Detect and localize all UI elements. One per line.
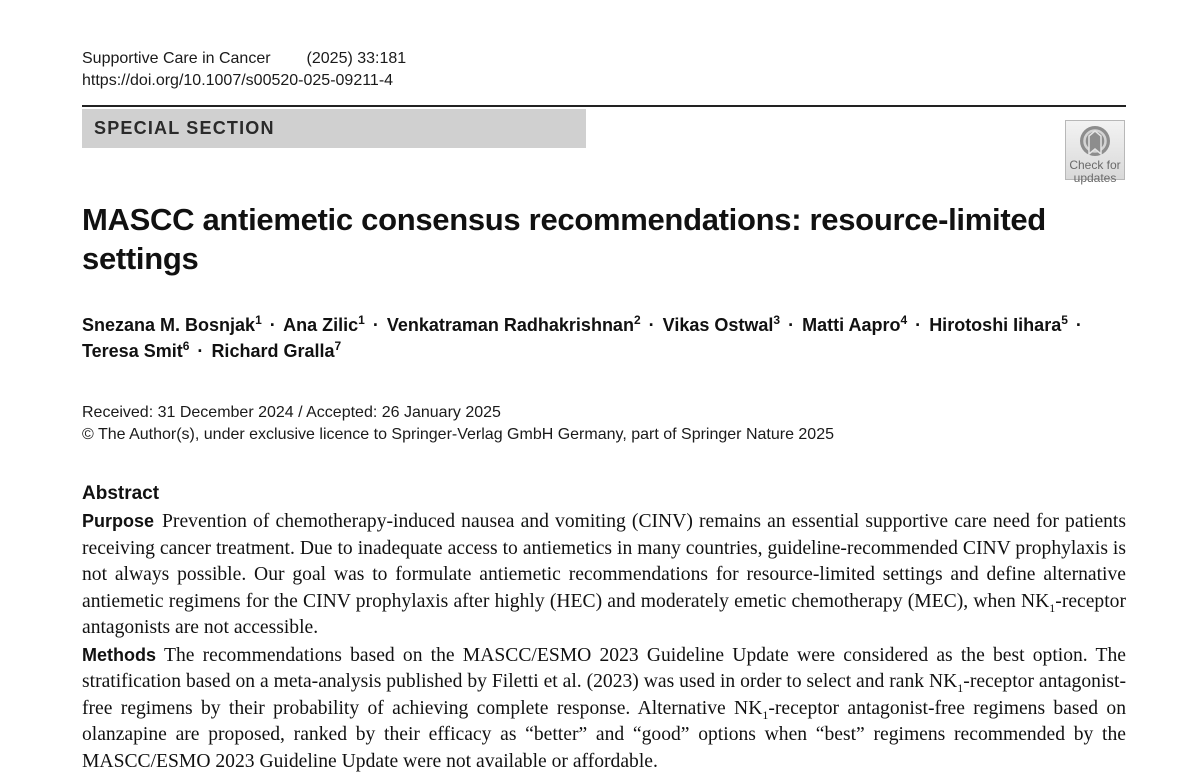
author[interactable] — [211, 341, 341, 361]
author-list — [82, 312, 1142, 364]
header-rule — [82, 105, 1126, 107]
publication-dates — [82, 402, 834, 446]
author-separator: · — [649, 315, 655, 335]
author-separator: · — [197, 341, 203, 361]
badge-text-line1: Check for — [1066, 159, 1124, 171]
journal-name: Supportive Care in Cancer — [82, 50, 271, 67]
author-separator: · — [1076, 315, 1082, 335]
affiliation-marker: 6 — [183, 339, 190, 353]
title-line-1: MASCC antiemetic consensus recommendations: resource-limited — [82, 202, 1046, 237]
author[interactable] — [387, 315, 641, 335]
badge-text-line2: updates — [1066, 172, 1124, 184]
affiliation-marker: 7 — [334, 339, 341, 353]
methods-label: Methods — [82, 645, 156, 665]
subscript: 1 — [1049, 600, 1055, 614]
subscript: 1 — [957, 681, 963, 695]
paper-title — [82, 200, 1082, 278]
affiliation-marker: 2 — [634, 313, 641, 327]
purpose-text: -receptor antagonists are not accessible. — [82, 591, 1126, 639]
methods-text: -receptor antagonist-free regimens by their probability of achieving complete response. Alternative NK — [82, 671, 1126, 719]
abstract-methods — [82, 642, 1126, 775]
title-line-2: settings — [82, 241, 198, 276]
received-accepted: Received: 31 December 2024 / Accepted: 26 January 2025 — [82, 402, 834, 424]
journal-line — [82, 48, 406, 70]
affiliation-marker: 5 — [1061, 313, 1068, 327]
journal-header — [82, 48, 406, 92]
author-separator: · — [373, 315, 379, 335]
author[interactable] — [82, 315, 262, 335]
abstract-purpose — [82, 508, 1126, 642]
author-name: Vikas Ostwal — [663, 315, 774, 335]
author-name: Richard Gralla — [211, 341, 334, 361]
author-separator: · — [788, 315, 794, 335]
author-name: Venkatraman Radhakrishnan — [387, 315, 634, 335]
purpose-text: Prevention of chemotherapy-induced nausea and vomiting (CINV) remains an essential supportive care need for patients receiving cancer treatment. Due to inadequate access to antiemetics in many countries, guideline-recommended CINV prophylaxis is not always possible. Our goal was to formulate antiemetic recommendations for resource-limited settings and define alternative antiemetic regimens for the CINV prophylaxis after highly (HEC) and moderately emetic chemotherapy (MEC), when NK — [82, 511, 1126, 612]
methods-text: The recommendations based on the MASCC/ESMO 2023 Guideline Update were considered as the best option. The stratification based on a meta-analysis published by Filetti et al. (2023) was used in order to select and rank NK — [82, 645, 1126, 693]
copyright-line: © The Author(s), under exclusive licence to Springer-Verlag GmbH Germany, part of Springer Nature 2025 — [82, 424, 834, 446]
author[interactable] — [663, 315, 780, 335]
author-name: Matti Aapro — [802, 315, 900, 335]
purpose-label: Purpose — [82, 511, 154, 531]
affiliation-marker: 1 — [255, 313, 262, 327]
affiliation-marker: 3 — [773, 313, 780, 327]
author-separator: · — [915, 315, 921, 335]
subscript: 1 — [762, 707, 768, 721]
author[interactable] — [929, 315, 1068, 335]
check-for-updates-button[interactable] — [1065, 120, 1125, 180]
author[interactable] — [802, 315, 907, 335]
doi-link[interactable]: https://doi.org/10.1007/s00520-025-09211-4 — [82, 70, 406, 92]
methods-text: -receptor antagonist-free regimens based on olanzapine are proposed, ranked by their efficacy as “better” and “good” options when “best” regimens recommended by the MASCC/ESMO 2023 Guideline Update were not available or affordable. — [82, 698, 1126, 772]
author-separator: · — [270, 315, 276, 335]
author-name: Teresa Smit — [82, 341, 183, 361]
abstract-heading: Abstract — [82, 483, 159, 505]
author[interactable] — [283, 315, 365, 335]
author-name: Hirotoshi Iihara — [929, 315, 1061, 335]
section-label: SPECIAL SECTION — [82, 109, 586, 148]
affiliation-marker: 4 — [900, 313, 907, 327]
author-name: Ana Zilic — [283, 315, 358, 335]
journal-citation: (2025) 33:181 — [307, 50, 407, 67]
check-for-updates-icon — [1078, 124, 1112, 158]
affiliation-marker: 1 — [358, 313, 365, 327]
author-name: Snezana M. Bosnjak — [82, 315, 255, 335]
author[interactable] — [82, 341, 189, 361]
abstract-body — [82, 508, 1126, 775]
